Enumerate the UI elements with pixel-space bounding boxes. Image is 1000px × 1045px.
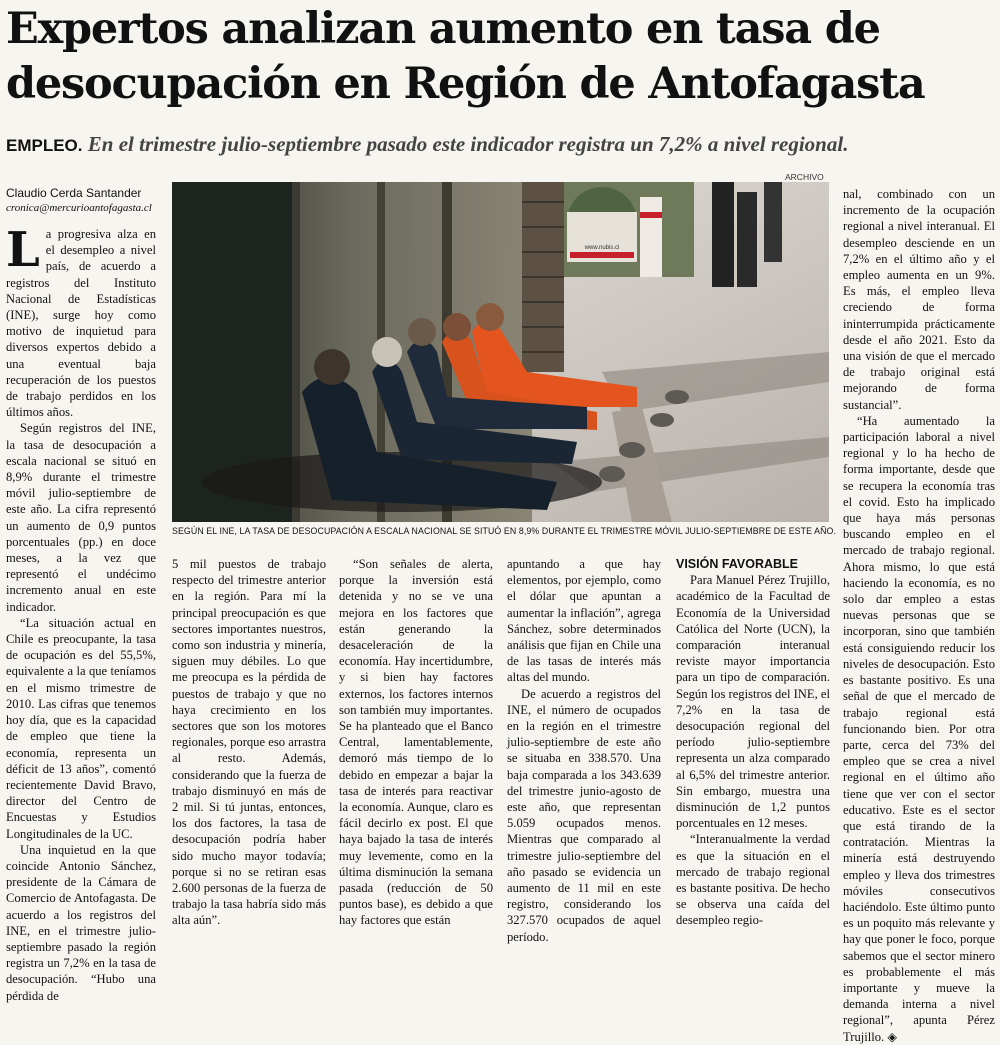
drop-cap: L (6, 222, 40, 278)
article-paragraph: apuntando a que hay elementos, por ejemplo, como el dólar que apuntan a aumentar la inflación”, agrega Sánchez, sobre determinados análisis que fijan en Chile una de las tasas de interés más altas del mundo. (507, 557, 661, 685)
article-paragraph: “Son señales de alerta, porque la inversión está detenida y no se ve una mejora en los factores que están generando la desaceleración de la economía. Hay incertidumbre, y si bien hay factores externos, los factores internos son también muy importantes. Se ha planteado que el Banco Central, lamentablemente, demoró más tiempo de lo debido en empezar a bajar la tasa de interés para reactivar la economía. Aunque, claro es fácil decirlo ex post. El que haya bajado la tasa de interés muy levemente, como en la última disminución la semana pasada (reducción de 50 puntos base), es debido a que hay factores que están (339, 557, 493, 928)
byline-author: Claudio Cerda Santander (6, 186, 142, 200)
article-column-6 (843, 186, 995, 1044)
article-paragraph: “Ha aumentado la participación laboral a nivel regional y lo ha hecho de forma importante, desde que se recupera la economía tras el covid. Esto ha implicado que haya más personas buscando empleo en el mercado de trabajo regional. Ahora mismo, lo que está haciendo la economía, es no solo dar empleo a estas nuevas personas que se incorporan, sino que también está consiguiendo reducir los niveles de desocupación. Esto es bastante positivo. Es una señal de que el mercado de trabajo regional está funcionando bien. Por otra parte, cerca del 73% del empleo que se crea a nivel regional en el último año tiene que ver con el sector educativo. Este es el sector que está tirando de la contratación. Mientras la minería está destruyendo empleo y lleva dos trimestres móviles consecutivos haciéndolo. Este último punto es un poquito más relevante y hay que poner le foco, porque sabemos que el sector minero es probablemente el más importante y mueve la demanda interna a nivel regional”, apunta Pérez Trujillo. ◈ (843, 413, 995, 1044)
article-paragraph: “Interanualmente la verdad es que la situación en el mercado de trabajo regional es bastante positiva. De hecho se observa una caída del desempleo regio- (676, 832, 830, 928)
headline (6, 2, 996, 112)
article-paragraph: 5 mil puestos de trabajo respecto del trimestre anterior en la región. Para mí la principal preocupación es que sectores importantes nuestros, como son industria y minería, siguen muy débiles. Lo que me preocupa es la pérdida de puestos de trabajo y que no haya crecimiento en los sectores que son los motores regionales, porque eso arrastra al resto. Además, considerando que la fuerza de trabajo disminuyó en más de 2 mil. Si tú juntas, entonces, los dos factores, la tasa de desocupación podría haber sido mucho mayor todavía; porque si no se retiran esas 2.600 personas de la fuerza de trabajo la tasa habría sido más alta aún”. (172, 557, 326, 928)
article-paragraph: “La situación actual en Chile es preocupante, la tasa de ocupación es del 55,5%, equivalente a la que teníamos en el mismo trimestre de 2010. Las cifras que tenemos hoy día, que es la capacidad de empleo que tiene la economía, representa un déficit de 13 años”, comentó recientemente David Bravo, director del Centro de Encuestas y Estudios Longitudinales de la UC. (6, 615, 156, 841)
article-paragraph: Una inquietud en la que coincide Antonio Sánchez, presidente de la Cámara de Comercio de Antofagasta. De acuerdo a los registros del INE, en el trimestre julio-septiembre pasado la región registra un 7,2% en la tasa de desocupación. “Hubo una pérdida de (6, 842, 156, 1003)
article-paragraph: Para Manuel Pérez Trujillo, académico de la Facultad de Economía de la Universidad Católica del Norte (UCN), la comparación interanual reviste mayor importancia para un tipo de comparación. Según los registros del INE, el 7,2% en la tasa de desocupación regional del período julio-septiembre representa un alza comparado al 6,5% del trimestre anterior. Sin embargo, muestra una disminución de 1,2 puntos porcentuales en 12 meses. (676, 573, 830, 831)
byline-email: cronica@mercurioantofagasta.cl (6, 202, 152, 214)
article-column-1 (6, 222, 156, 1003)
article-paragraph: De acuerdo a registros del INE, el número de ocupados en la región en el trimestre julio-septiembre de este año se situaba en 338.570. Una baja comparada a los 343.639 del trimestre junio-agosto de este año, que representan 5.059 ocupados menos. Mientras que comparado al trimestre julio-septiembre del año pasado se evidencia un aumento de 11 mil en este registro, considerando los 327.570 ocupados de aquel período. (507, 686, 661, 944)
section-kicker: EMPLEO. (6, 136, 83, 155)
article-column-3 (339, 556, 493, 928)
article-paragraph: La progresiva alza en el desempleo a nivel país, de acuerdo a registros del Instituto Nacional de Estadísticas (INE), surge hoy como motivo de inquietud para diversos expertos debido a una eventual baja recuperación de los puestos de trabajo perdidos en los últimos años. (6, 222, 156, 420)
article-column-4 (507, 556, 661, 944)
storefront-sign: www.nubis.cl (584, 245, 620, 251)
byline (6, 186, 166, 216)
article-column-5 (676, 556, 830, 928)
photo-credit: ARCHIVO (785, 172, 824, 182)
article-paragraph: Según registros del INE, la tasa de desocupación a escala nacional se situó en 8,9% durante el trimestre móvil julio-septiembre de este año. La cifra representó un aumento de 0,9 puntos porcentuales (pp.) en doce meses, a la vez que representó el undécimo incremento anual en este indicador. (6, 421, 156, 614)
article-column-2 (172, 556, 326, 928)
section-subhead: VISIÓN FAVORABLE (676, 557, 799, 571)
headline-line-2: desocupación en Región de Antofagasta (6, 59, 925, 109)
deck-text: En el trimestre julio-septiembre pasado este indicador registra un 7,2% a nivel regional. (87, 132, 849, 156)
article-paragraph: nal, combinado con un incremento de la ocupación regional a nivel interanual. El desempleo desciende en un 7,2% en el último año y el empleo aumenta en un 9%. Es más, el empleo lleva creciendo de forma ininterrumpida prácticamente desde el año 2021. Esto da una visión de que el mercado de trabajo original está mejorando de forma sustancial”. (843, 187, 995, 412)
headline-line-1: Expertos analizan aumento en tasa de (6, 4, 880, 54)
deck (6, 131, 996, 159)
photo-caption: SEGÚN EL INE, LA TASA DE DESOCUPACIÓN A ESCALA NACIONAL SE SITUÓ EN 8,9% DURANTE EL TRIMESTRE MÓVIL JULIO-SEPTIEMBRE DE ESTE AÑO. (172, 526, 837, 536)
news-photo (172, 182, 829, 522)
